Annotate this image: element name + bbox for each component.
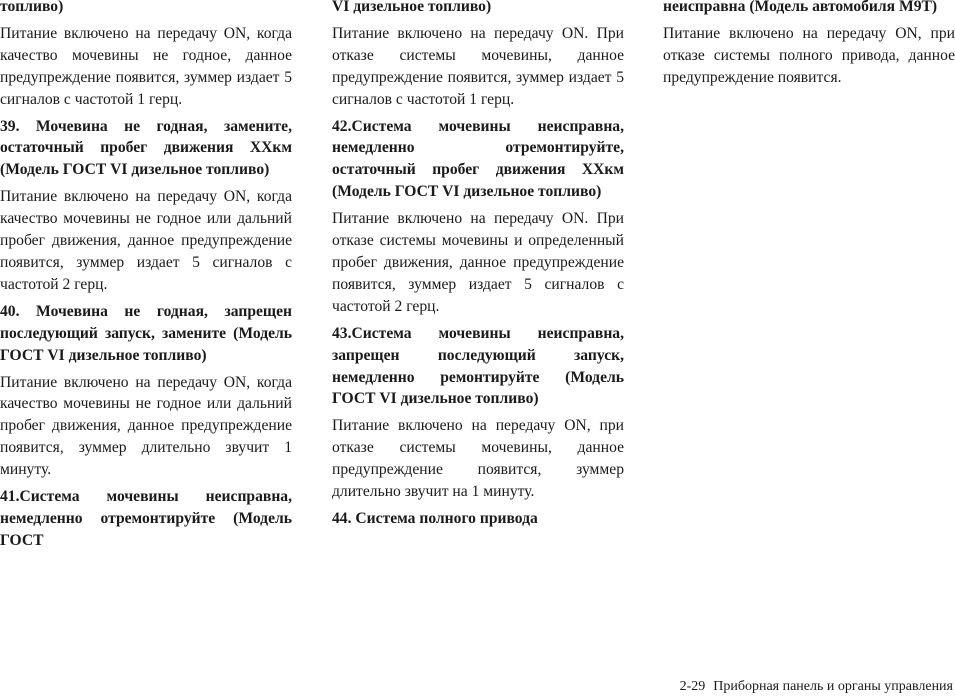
body-paragraph: Питание включено на передачу ON, при отказе системы полного привода, данное предупреждение появится. — [663, 24, 955, 86]
section-heading: 40. Мочевина не годная, запрещен последующий запуск, замените (Модель ГОСТ VI дизельное топливо) — [0, 302, 292, 364]
section-title: Приборная панель и органы управления — [713, 679, 953, 694]
section-heading: 43.Система мочевины неисправна, запрещен последующий запуск, немедленно ремонтируйте (Модель ГОСТ VI дизельное топливо) — [332, 324, 624, 408]
section-heading: 41.Система мочевины неисправна, немедленно отремонтируйте (Модель ГОСТ — [0, 488, 292, 549]
body-paragraph: Питание включено на передачу ON. При отказе системы мочевины и определенный пробег движения, данное предупреждение появится, зуммер издает 5 сигналов с частотой 2 герц. — [332, 210, 624, 315]
body-paragraph: Питание включено на передачу ON, когда качество мочевины не годное или дальний пробег движения, данное предупреждение появится, зуммер длительно звучит 1 минуту. — [0, 373, 292, 479]
section-heading: неисправна (Модель автомобиля M9T) — [663, 0, 938, 15]
body-paragraph: Питание включено на передачу ON, при отказе системы мочевины, данное предупреждение появится, зуммер длительно звучит на 1 минуту. — [332, 417, 624, 501]
section-heading: 42.Система мочевины неисправна, немедленно отремонтируйте, остаточный пробег движения XXкм (Модель ГОСТ VI дизельное топливо) — [332, 117, 624, 201]
page-number: 2-29 — [679, 679, 706, 694]
column-1 — [0, 0, 292, 557]
section-heading: VI дизельное топливо) — [332, 0, 492, 15]
page-footer — [680, 678, 953, 696]
section-heading: 39. Мочевина не годная, замените, остаточный пробег движения XXкм (Модель ГОСТ VI дизельное топливо) — [0, 117, 292, 179]
section-heading: 44. Система полного привода — [332, 509, 538, 527]
column-3 — [663, 0, 955, 94]
body-paragraph: Питание включено на передачу ON. При отказе системы мочевины, данное предупреждение появится, зуммер издает 5 сигналов с частотой 1 герц. — [332, 24, 624, 108]
body-paragraph: Питание включено на передачу ON, когда качество мочевины не годное, данное предупреждение появится, зуммер издает 5 сигналов с частотой 1 герц. — [0, 24, 292, 108]
body-paragraph: Питание включено на передачу ON, когда качество мочевины не годное или дальний пробег движения, данное предупреждение появится, зуммер издает 5 сигналов с частотой 2 герц. — [0, 188, 292, 293]
section-heading: топливо) — [0, 0, 64, 15]
column-2 — [332, 0, 624, 535]
